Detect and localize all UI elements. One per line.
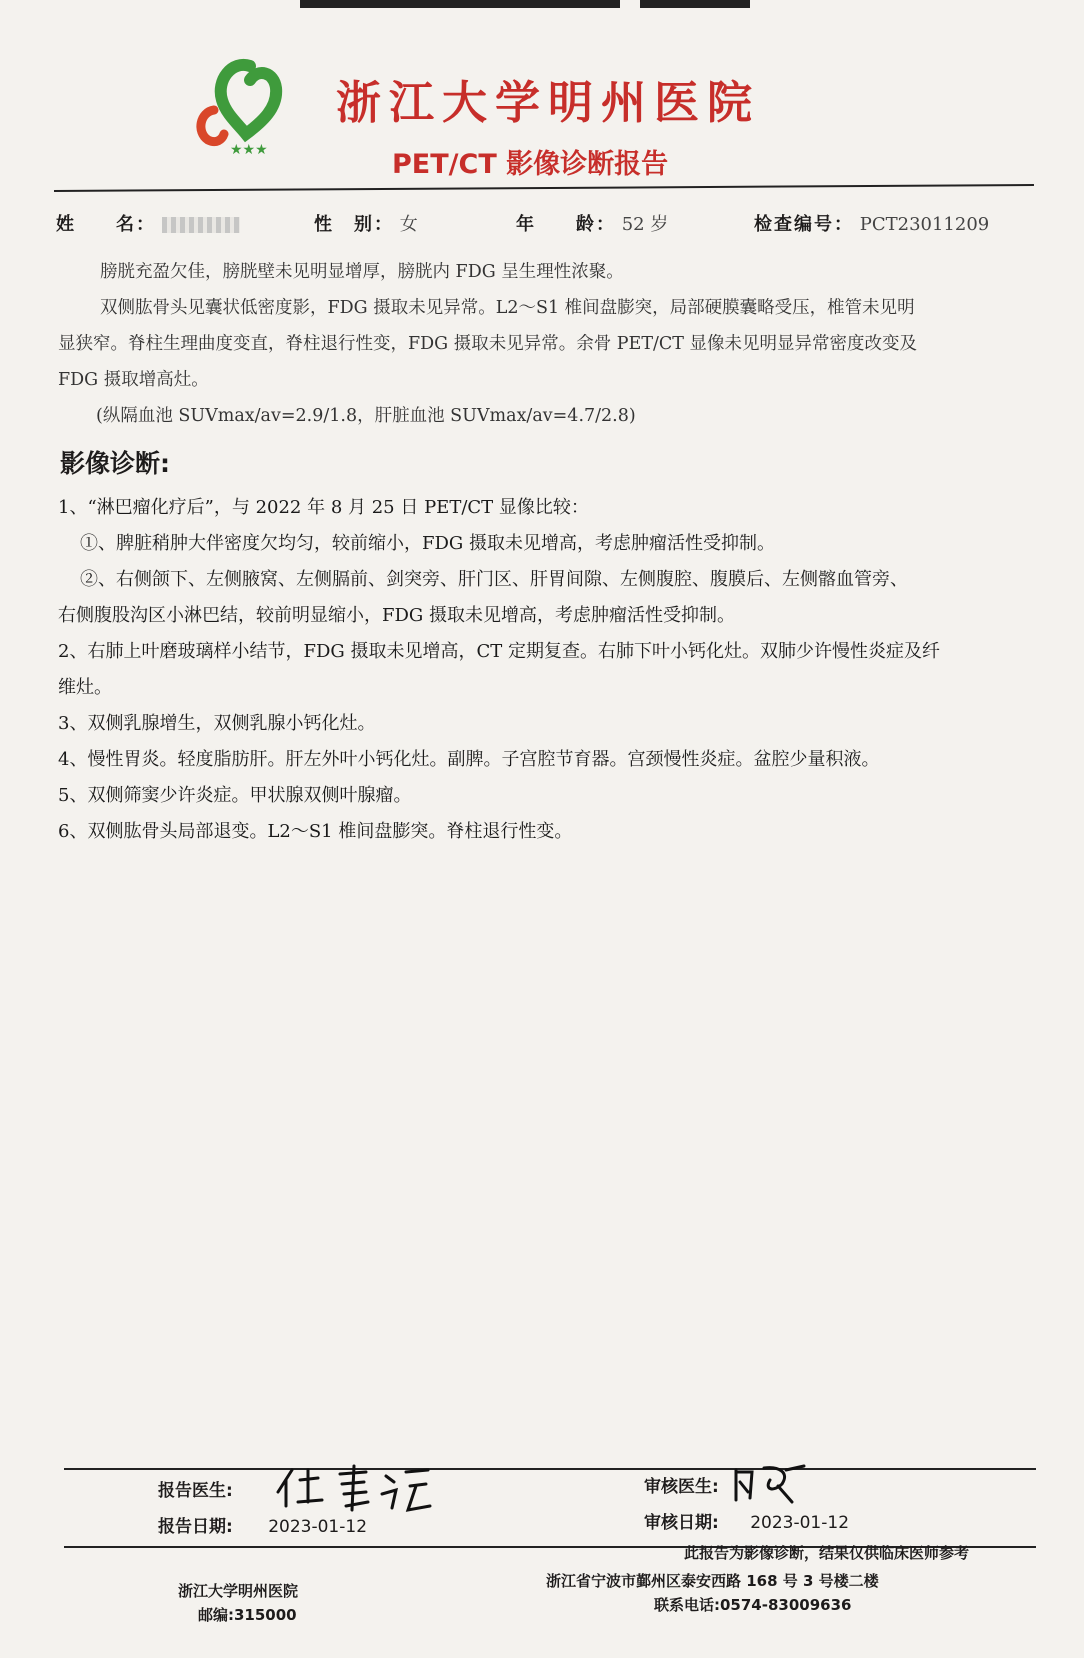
diagnosis-heading: 影像诊断: xyxy=(60,449,170,478)
diagnosis-line: 4、慢性胃炎。轻度脂肪肝。肝左外叶小钙化灶。副脾。子宫腔节育器。宫颈慢性炎症。盆腔少量积液。 xyxy=(58,749,880,770)
finding-line: FDG 摄取增高灶。 xyxy=(58,370,209,390)
scan-edge-shadow xyxy=(300,0,620,8)
gender-label: 性 别： xyxy=(314,214,394,235)
diagnosis-line: ②、右侧颌下、左侧腋窝、左侧膈前、剑突旁、肝门区、肝胃间隙、左侧腹腔、腹膜后、左侧髂血管旁、 xyxy=(80,569,908,590)
diagnosis-line: 6、双侧肱骨头局部退变。L2～S1 椎间盘膨突。脊柱退行性变。 xyxy=(58,821,573,842)
diagnosis-line: 5、双侧筛窦少许炎症。甲状腺双侧叶腺瘤。 xyxy=(58,785,412,806)
exam-no-value: PCT23011209 xyxy=(859,214,990,235)
finding-line: 膀胱充盈欠佳，膀胱壁未见明显增厚，膀胱内 FDG 呈生理性浓聚。 xyxy=(100,262,624,282)
report-date-value: 2023-01-12 xyxy=(268,1517,368,1537)
diagnosis-line: 1、“淋巴瘤化疗后”，与 2022 年 8 月 25 日 PET/CT 显像比较： xyxy=(58,497,589,518)
report-date-field xyxy=(158,1512,367,1537)
redacted-name xyxy=(162,217,240,233)
diagnosis-line: 2、右肺上叶磨玻璃样小结节，FDG 摄取未见增高，CT 定期复查。右肺下叶小钙化灶。双肺少许慢性炎症及纤 xyxy=(58,641,940,662)
hospital-title: 浙江大学明州医院 xyxy=(336,76,761,129)
footer-postcode: 邮编:315000 xyxy=(198,1606,297,1624)
report-doctor-field xyxy=(158,1476,233,1501)
exam-no-label: 检查编号： xyxy=(754,214,854,235)
disclaimer: 此报告为影像诊断，结果仅供临床医师参考 xyxy=(684,1544,970,1562)
footer-address: 浙江省宁波市鄞州区泰安西路 168 号 3 号楼二楼 xyxy=(546,1572,879,1590)
footer-hospital-name: 浙江大学明州医院 xyxy=(178,1582,299,1600)
finding-line: (纵隔血池 SUVmax/av=2.9/1.8，肝脏血池 SUVmax/av=4.7/2.8) xyxy=(96,406,636,426)
patient-name-field xyxy=(56,210,240,236)
scan-edge-shadow xyxy=(640,0,750,8)
review-doctor-signature xyxy=(730,1462,810,1506)
footer-divider-top xyxy=(64,1468,1036,1470)
patient-gender-field xyxy=(314,210,418,236)
review-doctor-label: 审核医生: xyxy=(644,1477,719,1497)
report-date-label: 报告日期: xyxy=(158,1517,233,1537)
hospital-logo xyxy=(192,54,292,158)
name-label: 姓 名： xyxy=(56,214,156,235)
footer-phone: 联系电话:0574-83009636 xyxy=(654,1596,852,1614)
finding-line: 显狭窄。脊柱生理曲度变直，脊柱退行性变，FDG 摄取未见异常。余骨 PET/CT 显像未见明显异常密度改变及 xyxy=(58,334,918,354)
patient-age-field xyxy=(516,210,668,236)
diagnosis-line: ①、脾脏稍肿大伴密度欠均匀，较前缩小，FDG 摄取未见增高，考虑肿瘤活性受抑制。 xyxy=(80,533,776,554)
report-title: PET/CT 影像诊断报告 xyxy=(392,149,669,180)
report-doctor-label: 报告医生: xyxy=(158,1481,233,1501)
gender-value: 女 xyxy=(399,214,418,235)
diagnosis-line: 右侧腹股沟区小淋巴结，较前明显缩小，FDG 摄取未见增高，考虑肿瘤活性受抑制。 xyxy=(58,605,736,626)
diagnosis-line: 维灶。 xyxy=(58,677,112,698)
review-date-value: 2023-01-12 xyxy=(750,1513,850,1533)
review-doctor-field xyxy=(644,1472,719,1497)
svg-text:★★★: ★★★ xyxy=(230,142,268,158)
report-doctor-signature xyxy=(270,1462,440,1514)
diagnosis-line: 3、双侧乳腺增生，双侧乳腺小钙化灶。 xyxy=(58,713,376,734)
review-date-label: 审核日期: xyxy=(644,1513,719,1533)
review-date-field xyxy=(644,1508,849,1533)
finding-line: 双侧肱骨头见囊状低密度影，FDG 摄取未见异常。L2～S1 椎间盘膨突，局部硬膜囊略受压，椎管未见明 xyxy=(100,298,915,318)
age-label: 年 龄： xyxy=(516,214,616,235)
exam-number-field xyxy=(754,210,989,236)
age-value: 52 岁 xyxy=(621,214,669,235)
header-divider xyxy=(54,184,1034,192)
